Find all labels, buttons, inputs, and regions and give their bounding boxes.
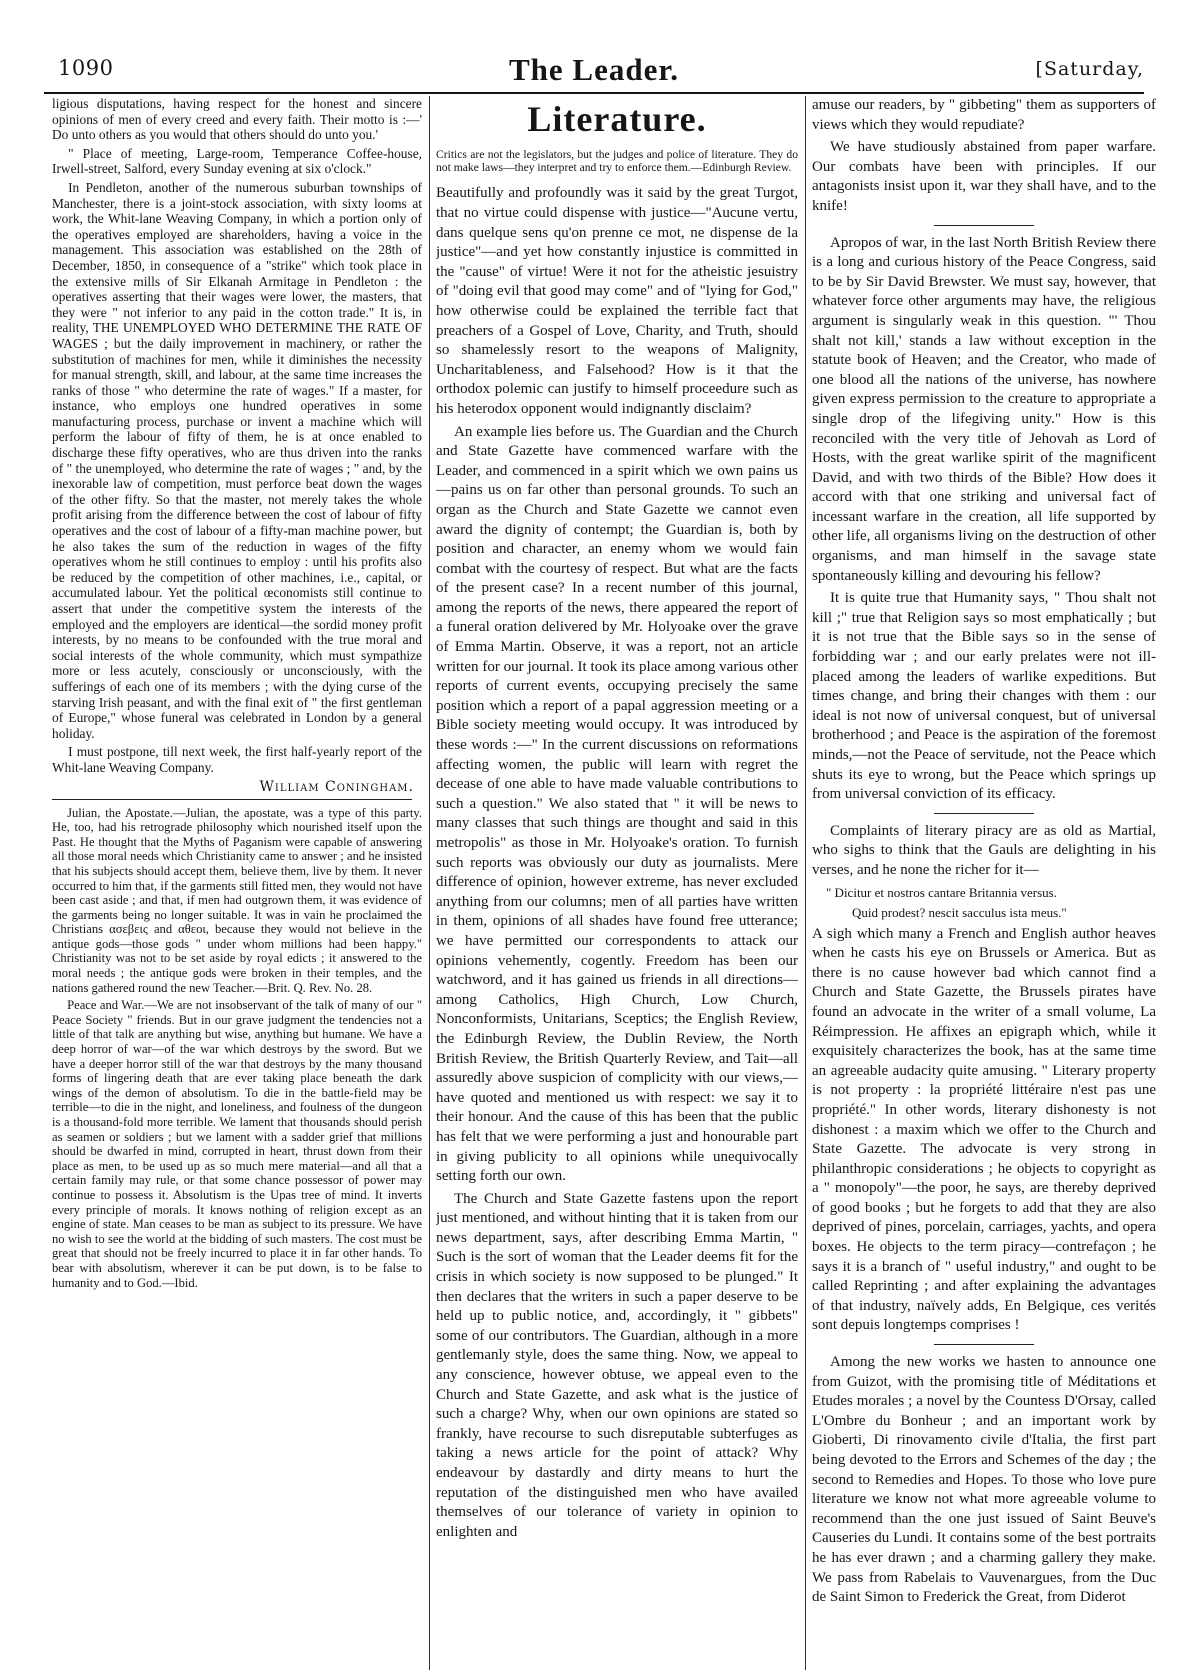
section-rule xyxy=(934,225,1034,226)
paragraph: ligious disputations, having respect for the honest and sincere opinions of men of every creed and every faith. Their motto is :—' Do unto others as you would that others should do unto you.' xyxy=(52,96,422,143)
section-rule xyxy=(934,1344,1034,1345)
signature: William Coningham. xyxy=(259,778,414,795)
paragraph: Julian, the Apostate.—Julian, the apostate, was a type of this party. He, too, had his retrograde philosophy which nourished itself upon the Past. He thought that the Myths of Paganism were capable of answering all those moral needs which Christianity came to answer ; and he insisted that his subjects should accept them, believe them, live by them. It never occurred to him that, if the garments still fitted men, they would not have been cast aside ; and that, if men had outgrown them, it was evidence of the garments being no longer suitable. It was in vain he proclaimed the Christians ασεβεις and αθεοι, because they would not believe in the antique gods—those gods " under whom millions had been happy." Christianity was not to be set aside by royal edicts ; it answered to the moral needs ; the antique gods were broken in their temples, and the nations gathered round the new Teacher.—Brit. Q. Rev. No. 28. xyxy=(52,805,422,995)
paragraph: It is quite true that Humanity says, " Thou shalt not kill ;" true that Religion says so most emphatically ; but it is not true that the Bible says so in the sense of forbidding war ; and our early prelates were not ill-placed among the leaders of warlike expeditions. But times change, and bring their changes with them : our ideal is not now of universal conquest, but of universal brotherhood ; and Peace is the aspiration of the foremost minds,—not the Peace of servitude, not the Peace which shuts its eye to wrong, but the Peace which springs up from universal conviction of its efficacy. xyxy=(812,590,1156,803)
paragraph: We have studiously abstained from paper warfare. Our combats have been with principles. If our antagonists insist upon it, war they shall have, and to the knife! xyxy=(812,139,1156,214)
paragraph: amuse our readers, by " gibbeting" them as supporters of views which they would repudiate? xyxy=(812,97,1156,133)
page-number: 1090 xyxy=(58,56,114,80)
header-rule xyxy=(44,92,1144,94)
paragraph: Apropos of war, in the last North British Review there is a long and curious history of the Peace Congress, said to be by Sir David Brewster. We must say, however, that whatever force other arguments may have, the religious argument is singularly weak in this question. "' Thou shalt not kill,' stands a law without exception in the statute book of Heaven; and the Creator, who made of one blood all the nations of the universe, has nowhere given express permission to the creature to appropriate a single drop of the lifegiving unity." How is this reconciled with the very title of Jehovah as Lord of Hosts, with the great warlike spirit of the magnificent David, and with two thirds of the Bible? How does it accord with that one striking and universal fact of incessant warfare in the creation, all life supported by other life, all organisms living on the destruction of other organisms, and man himself in the savage state spontaneously killing and devouring his fellow? xyxy=(812,234,1156,584)
epigraph: Critics are not the legislators, but the judges and police of literature. They do not make laws—they interpret and try to enforce them.—Edinburgh Review. xyxy=(436,148,798,175)
paragraph: I must postpone, till next week, the first half-yearly report of the Whit-lane Weaving Company. xyxy=(52,744,422,775)
page-header xyxy=(44,52,1144,92)
paragraph: Among the new works we hasten to announce one from Guizot, with the promising title of Méditations et Etudes morales ; a novel by the Countess D'Orsay, called L'Ombre du Bonheur ; and an important work by Gioberti, Di rinovamento civile d'Italia, the first part being devoted to the Errors and Schemes of the day ; the second to Remedies and Hopes. To those who love pure literature we know not what more agreeable volume to recommend than the one just issued of Saint Beuve's Causeries du Lundi. It contains some of the best portraits he has ever drawn ; and a charming gallery they make. We pass from Rabelais to Vauvenargues, from the Duc de Saint Simon to Frederick the Great, from Diderot xyxy=(812,1354,1156,1606)
paragraph: An example lies before us. The Guardian and the Church and State Gazette have commenced warfare with the Leader, and commenced in a spirit which we own pains us—pains us on far other than personal grounds. To such an organ as the Church and State Gazette we cannot even award the dignity of contempt; the Guardian is, both by position and character, an enemy whom we would fain combat with the courtesy of respect. But what are the facts of the present case? In a recent number of this journal, among the reports of the news, there appeared the report of a funeral oration delivered by Mr. Holyoake over the grave of Emma Martin. Observe, it was a report, not an article written for our journal. It took its place among various other reports of current events, occupying precisely the same position which a report of a papal aggression meeting or a Bible society meeting would occupy. It was introduced by these words :—" In the current discussions on reformations affecting women, the public will learn with regret the decease of one able to have made valuable contributions to such a question." We also stated that " it will be news to many classes that such things are thought and said in this metropolis" as those in Mr. Holyoake's oration. To furnish such reports was obviously our duty as journalists. Mere difference of opinion, however extreme, has never excluded anything from our columns; men of all parties have written in them, opinions of all shades have found free utterance; we have permitted our correspondents to attack our opinions vehemently, cogently. Freedom has been our watchword, and it has gained us friends in all directions—among Catholics, High Church, Low Church, Nonconformists, Unitarians, Sceptics; the English Review, the Edinburgh Review, the Dublin Review, the North British Review, the British Quarterly Review, and Tait—all assuredly above suspicion of complicity with our views,—have quoted and mentioned us with respect: we say it to their honour. And the cause of this has been that the public has felt that we were performing a just and honourable part in giving publicity to all opinions while unequivocally setting forth our own. xyxy=(436,423,798,1185)
section-title: Literature. xyxy=(527,99,707,139)
paragraph: A sigh which many a French and English author heaves when he casts his eye on Brussels or America. But as there is no cause however bad which cannot find a Church and State Gazette, the Brussels pirates have found an advocate in the writer of a small volume, La Réimpression. He affixes an epigraph which, while it exquisitely characterizes the book, has at the same time an agreeable audacity quite amusing. " Literary property is not property : la propriété littéraire n'est pas une propriété." In other words, literary dishonesty is not dishonest : a maxim which we offer to the Church and State Gazette. The advocate is very strong in philanthropic considerations ; he objects to copyright as a " monopoly"—the poor, he says, are thereby deprived of good books ; but he forgets to add that they are also deprived of pines, porcelain, carriages, yachts, and opera boxes. He objects to the term piracy—contrefaçon ; he says it is a branch of " useful industry," and ought to be called Reprinting ; and after explaining the advantages of that industry, naïvely adds, En Belgique, ces verités sont depuis longtemps comprises ! xyxy=(812,925,1156,1334)
section-rule xyxy=(52,799,412,800)
day-label: [Saturday, xyxy=(1035,58,1144,80)
masthead: The Leader. xyxy=(508,52,680,87)
paragraph: Complaints of literary piracy are as old as Martial, who sighs to think that the Gauls are delighting in his verses, and he none the richer for it— xyxy=(812,822,1156,878)
column-middle xyxy=(436,96,798,1668)
column-right xyxy=(812,96,1156,1668)
section-rule xyxy=(934,813,1034,814)
column-divider xyxy=(429,96,430,1670)
paragraph: In Pendleton, another of the numerous suburban townships of Manchester, there is a joint-stock association, with sixty looms at work, the Whit-lane Weaving Company, in which a portion only of the operatives employed are shareholders, having a voice in the management. This association was established on the 28th of December, 1850, in consequence of a "strike" which took place in the extensive mills of Sir Elkanah Armitage in Pendleton : the operatives asserting that their wages were lower, the masters, that they were " not inferior to any paid in the cotton trade." It is, in reality, THE UNEMPLOYED WHO DETERMINE THE RATE OF WAGES ; but the daily improvement in machinery, or rather the substitution of machines for men, while it diminishes the necessity for manual strength, skill, and labour, at the same time increases the ranks of those " who determine the rate of wages." If a master, for instance, who employs one hundred operatives in some manufacturing process, purchase or invent a machine which will perform the labour of fifty of them, he is at once enabled to discharge these fifty operatives, who are thus driven into the ranks of " the unemployed, who determine the rate of wages ; " and, by the inexorable law of competition, must perforce beat down the wages of the other fifty. So that the master, not merely takes the whole profit arising from the difference between the cost of labour of fifty operatives and the cost of labour of a fifty-man machine power, but he also takes the sum of the reduction in wages of the fifty operatives whom he still continues to employ : until his profits also be reduced by the competition of other machines, i.e., capital, or accumulated labour. Yet the political œconomists still continue to assert that under the competitive system the interests of the employed and the employers are identical—the sordid money profit interests, by no means to be confounded with the true moral and social interests of the whole community, which must sympathize more or less acutely, consciously or unconsciously, with the sufferings of each one of its members ; with the dying curse of the starving Irish peasant, and with the final exit of " the first gentleman of Europe," whose funeral was celebrated in London by a general holiday. xyxy=(52,179,422,741)
column-divider xyxy=(805,96,806,1670)
paragraph: Beautifully and profoundly was it said by the great Turgot, that no virtue could dispense with justice—"Aucune vertu, dans quelque sens qu'on prenne ce mot, ne dispense de la justice"—and yet how constantly injustice is committed in the "cause" of virtue! Were it not for the atheistic jesuistry of "doing evil that good may come" and of "lying for God," how otherwise could be explained the terrible fact that preachers of a Gospel of Love, Charity, and Truth, should so shamelessly resort to the weapons of Malignity, Uncharitableness, and Falsehood? How is it that the orthodox polemic can justify to himself proceedure such as his heterodox opponent would indignantly disclaim? xyxy=(436,185,798,417)
paragraph: " Place of meeting, Large-room, Temperance Coffee-house, Irwell-street, Salford, every Sunday evening at six o'clock." xyxy=(52,145,422,177)
verse-line: " Dicitur et nostros cantare Britannia versus. xyxy=(826,884,1057,900)
verse-line: Quid prodest? nescit sacculus ista meus." xyxy=(852,904,1067,920)
extracts xyxy=(52,806,422,1291)
paragraph: The Church and State Gazette fastens upon the report just mentioned, and without hinting that it is taken from our news department, says, after describing Emma Martin, " Such is the sort of woman that the Leader deems fit for the crisis in which society is now supposed to be plunged." It then declares that the writers in such a paper deserve to be held up to public notice, and, accordingly, it " gibbets" some of our contributors. The Guardian, although in a more gentlemanly style, does the same thing. Now, we appeal to any conscience, however obtuse, we appeal even to the Church and State Gazette, and ask what is the justice of such a charge? Why, when our own opinions are stated so frankly, have recourse to such disreputable subterfuges as taking a news article for the point of attack? Why endeavour by dastardly and dirty means to hurt the reputation of the distinguished men who have availed themselves of our tolerance of variety in opinion to enlighten and xyxy=(436,1190,798,1540)
column-left xyxy=(52,96,422,1668)
paragraph: Peace and War.—We are not insobservant of the talk of many of our " Peace Society " friends. But in our grave judgment the tendencies not a little of that talk are anything but wise, anything but humane. We have a deep horror of war—of the war which destroys by the sword. But we have a deeper horror still of the war that destroys by the many thousand forms of lingering death that are ever taking place beneath the dark wings of the demon of absolutism. To die in the battle-field may be terrible—to die in the night, and loneliness, and foulness of the dungeon is a thousand-fold more terrible. We lament that thousands should perish as seamen or soldiers ; but we lament with a sadder grief that millions should be dwarfed in mind, corrupted in heart, thrust down from their place as men, to be used up as so much mere material—and all that a certain family may rule, or that some chance possessor of power may continue to possess it. Absolutism is the Upas tree of mind. It inverts every principle of morals. It knows nothing of religion except as an engine of state. Man ceases to be man as subject to its pressure. We have no wish to see the world at the bidding of such masters. The cost must be great that should not be freely incurred to place it in far other hands. To bear with absolutism, wherever it can be put down, is to be false to humanity and to God.—Ibid. xyxy=(52,998,422,1290)
